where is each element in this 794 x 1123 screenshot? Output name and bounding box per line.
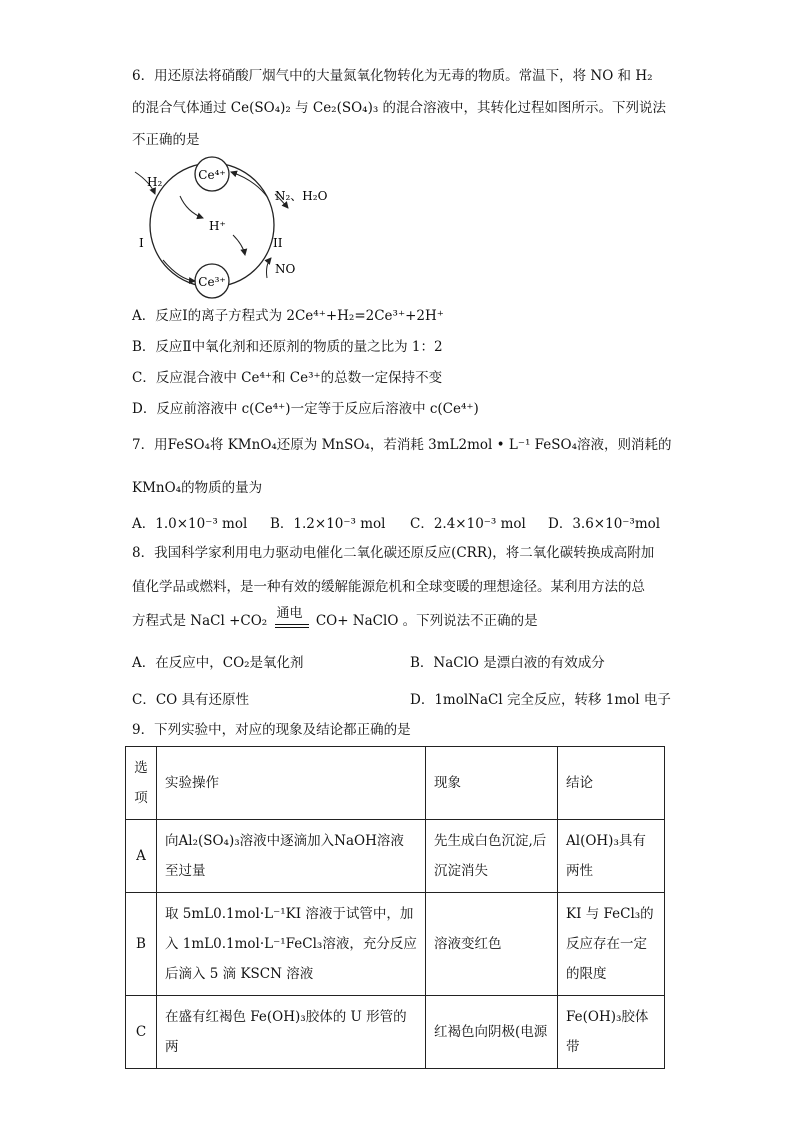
q8-option-c: C．CO 具有还原性	[132, 692, 250, 708]
experiment-table	[125, 746, 665, 1069]
h2-label: H₂	[147, 175, 163, 189]
row-a-option: A	[126, 820, 157, 893]
row-c-phenomenon: 红褐色向阴极(电源	[426, 996, 558, 1069]
q8-equation-left: 方程式是 NaCl +CO₂	[132, 613, 268, 629]
q8-equation-right: CO+ NaClO 。下列说法不正确的是	[315, 613, 538, 629]
q7-option-d: D．3.6×10⁻³mol	[548, 516, 661, 532]
row-c-conclusion: Fe(OH)₃胶体带	[558, 996, 665, 1069]
header-conclusion: 结论	[558, 747, 665, 820]
row-c-option: C	[126, 996, 157, 1069]
q7-option-a: A．1.0×10⁻³ mol	[132, 516, 248, 532]
q8-equals-lines	[275, 624, 309, 628]
ce-cycle-diagram	[125, 150, 345, 300]
row-b-option: B	[126, 893, 157, 996]
hplus-label: H⁺	[209, 219, 226, 233]
header-phenomenon: 现象	[426, 747, 558, 820]
no-label: NO	[275, 262, 296, 276]
q8-condition-text: 通电	[276, 605, 303, 621]
ce3-label: Ce³⁺	[198, 275, 226, 289]
q6-line-1: 6．用还原法将硝酸厂烟气中的大量氮氧化物转化为无毒的物质。常温下，将 NO 和 H₂	[132, 68, 653, 84]
q7-option-c: C．2.4×10⁻³ mol	[410, 516, 526, 532]
reaction-I-label: I	[139, 236, 144, 250]
n2h2o-label: N₂、H₂O	[275, 189, 328, 203]
hplus-out-arrow	[180, 196, 203, 218]
q6-option-d: D．反应前溶液中 c(Ce⁴⁺)一定等于反应后溶液中 c(Ce⁴⁺)	[132, 401, 479, 417]
table-row	[126, 893, 665, 996]
row-b-conclusion: KI 与 FeCl₃的反应存在一定的限度	[558, 893, 665, 996]
q6-line-3: 不正确的是	[132, 132, 200, 148]
q8-condition-arrow	[275, 605, 309, 632]
row-b-operation: 取 5mL0.1mol·L⁻¹KI 溶液于试管中，加入 1mL0.1mol·L⁻¹FeCl₃溶液，充分反应后滴入 5 滴 KSCN 溶液	[157, 893, 426, 996]
q6-option-c: C．反应混合液中 Ce⁴⁺和 Ce³⁺的总数一定保持不变	[132, 370, 443, 386]
q7-line-2: KMnO₄的物质的量为	[132, 480, 263, 496]
q7-option-b: B．1.2×10⁻³ mol	[270, 516, 386, 532]
q8-line-3	[132, 605, 538, 632]
header-operation: 实验操作	[157, 747, 426, 820]
row-a-phenomenon: 先生成白色沉淀,后沉淀消失	[426, 820, 558, 893]
row-c-operation: 在盛有红褐色 Fe(OH)₃胶体的 U 形管的两	[157, 996, 426, 1069]
q8-option-b: B．NaClO 是漂白液的有效成分	[410, 655, 605, 671]
no-in-arrow	[267, 258, 272, 278]
table-header-row	[126, 747, 665, 820]
q6-line-2: 的混合气体通过 Ce(SO₄)₂ 与 Ce₂(SO₄)₃ 的混合溶液中，其转化过程如图所示。下列说法	[132, 100, 667, 116]
header-option: 选项	[126, 747, 157, 820]
reaction-II-label: II	[273, 236, 283, 250]
q6-option-b: B．反应Ⅱ中氧化剂和还原剂的物质的量之比为 1：2	[132, 339, 443, 355]
q6-option-a: A．反应Ⅰ的离子方程式为 2Ce⁴⁺+H₂=2Ce³⁺+2H⁺	[132, 308, 444, 324]
q8-line-1: 8．我国科学家利用电力驱动电催化二氧化碳还原反应(CRR)，将二氧化碳转换成高附加	[132, 545, 655, 561]
row-b-phenomenon: 溶液变红色	[426, 893, 558, 996]
hplus-in-arrow	[233, 235, 245, 255]
q8-option-d: D．1molNaCl 完全反应，转移 1mol 电子	[410, 692, 671, 708]
ce4-label: Ce⁴⁺	[198, 168, 226, 182]
row-a-operation: 向Al₂(SO₄)₃溶液中逐滴加入NaOH溶液至过量	[157, 820, 426, 893]
q8-line-2: 值化学品或燃料，是一种有效的缓解能源危机和全球变暖的理想途径。某利用方法的总	[132, 579, 645, 595]
row-a-conclusion: Al(OH)₃具有两性	[558, 820, 665, 893]
q9-line-1: 9．下列实验中，对应的现象及结论都正确的是	[132, 722, 411, 738]
q7-line-1: 7．用FeSO₄将 KMnO₄还原为 MnSO₄，若消耗 3mL2mol • L⁻¹ FeSO₄溶液，则消耗的	[132, 437, 672, 453]
table-row	[126, 820, 665, 893]
table-row	[126, 996, 665, 1069]
q8-option-a: A．在反应中，CO₂是氧化剂	[132, 655, 304, 671]
